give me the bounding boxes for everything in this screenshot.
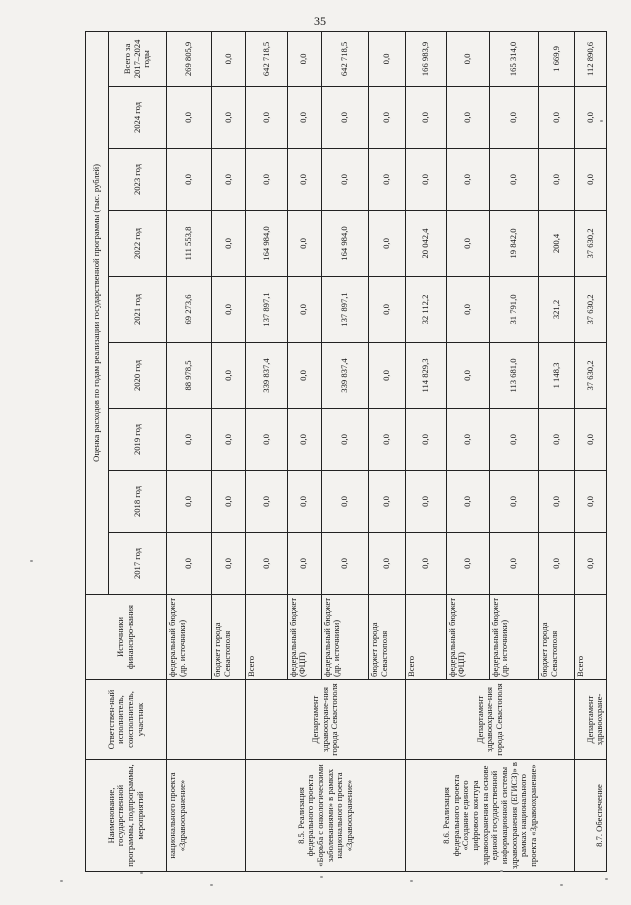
row-source: Всего [575,595,607,680]
cell-value: 321,2 [539,277,575,343]
header-year: 2019 год [108,409,167,471]
cell-value: 339 837,4 [321,343,368,409]
cell-value: 69 273,6 [167,277,212,343]
row-executor: Департамент здравоохране- [575,680,607,760]
cell-value: 0,0 [575,409,607,471]
cell-value: 0,0 [539,149,575,211]
cell-total: 0,0 [369,31,406,86]
cell-value: 114 829,3 [406,343,447,409]
table-row [167,31,212,871]
cell-value: 37 630,2 [575,211,607,277]
header-year: 2023 год [108,149,167,211]
cell-value: 0,0 [212,343,246,409]
scan-speck [500,870,503,872]
cell-value: 137 897,1 [321,277,368,343]
table-row [575,31,607,871]
cell-value: 0,0 [321,149,368,211]
header-name: Наименование, государственной программы, подпрограммы, мероприятий [86,760,167,872]
header-year-total: Всего за 2017–2024 годы [108,31,167,86]
cell-total: 1 669,9 [539,31,575,86]
cell-value: 19 842,0 [489,211,539,277]
cell-value: 0,0 [406,87,447,149]
cell-value: 0,0 [246,149,288,211]
cell-value: 0,0 [406,533,447,595]
budget-table [85,31,607,872]
cell-value: 0,0 [446,471,489,533]
page-number: 35 [314,14,326,28]
cell-value: 0,0 [167,409,212,471]
cell-value: 0,0 [575,471,607,533]
cell-value: 0,0 [446,277,489,343]
cell-value: 164 984,0 [246,211,288,277]
cell-total: 166 983,9 [406,31,447,86]
cell-value: 0,0 [212,211,246,277]
cell-value: 0,0 [369,149,406,211]
cell-value: 0,0 [212,409,246,471]
table-row [246,31,288,871]
cell-value: 0,0 [246,533,288,595]
cell-value: 0,0 [369,343,406,409]
cell-value: 0,0 [321,533,368,595]
row-source: Всего [246,595,288,680]
scan-speck [410,880,413,882]
cell-total: 165 314,0 [489,31,539,86]
scan-speck [560,884,563,886]
cell-value: 0,0 [369,533,406,595]
cell-value: 88 978,5 [167,343,212,409]
cell-value: 0,0 [287,87,321,149]
cell-value: 37 630,2 [575,277,607,343]
row-executor: Департамент здравоохране-ния города Севастополя [406,680,575,760]
cell-total: 642 718,5 [246,31,288,86]
cell-value: 0,0 [287,211,321,277]
cell-value: 0,0 [167,471,212,533]
table-row [406,31,447,871]
scan-speck [210,884,213,886]
cell-value: 0,0 [212,471,246,533]
cell-total: 0,0 [287,31,321,86]
cell-value: 0,0 [575,149,607,211]
cell-value: 137 897,1 [246,277,288,343]
cell-value: 164 984,0 [321,211,368,277]
cell-value: 0,0 [212,149,246,211]
cell-value: 0,0 [287,409,321,471]
header-source: Источники финансиро-вания [86,595,167,680]
table-body [167,31,607,871]
cell-value: 1 148,3 [539,343,575,409]
cell-value: 0,0 [446,87,489,149]
cell-value: 0,0 [446,343,489,409]
cell-value: 0,0 [246,87,288,149]
cell-total: 642 718,5 [321,31,368,86]
row-source: бюджет города Севастополя [212,595,246,680]
cell-value: 0,0 [287,471,321,533]
scan-speck [605,878,608,880]
cell-value: 0,0 [489,533,539,595]
row-name: 8.5. Реализация федерального проекта «Борьба с онкологическими заболеваниями» в рамках национального проекта «Здравоохранение» [246,760,406,872]
header-year: 2022 год [108,211,167,277]
cell-value: 0,0 [489,471,539,533]
cell-value: 0,0 [321,87,368,149]
cell-value: 0,0 [167,149,212,211]
cell-value: 37 630,2 [575,343,607,409]
row-executor: Департамент здравоохране-ния города Севастополя [246,680,406,760]
cell-value: 0,0 [246,409,288,471]
scan-speck [600,120,603,122]
cell-value: 0,0 [446,211,489,277]
scan-speck [320,876,323,878]
cell-value: 0,0 [446,409,489,471]
row-source: федеральный бюджет (др. источники) [489,595,539,680]
cell-value: 32 112,2 [406,277,447,343]
rotated-table-container [85,32,607,872]
cell-value: 0,0 [167,533,212,595]
cell-value: 0,0 [406,409,447,471]
row-name: 8.7. Обеспечение [575,760,607,872]
cell-value: 0,0 [369,471,406,533]
scan-speck [30,560,33,562]
header-year: 2024 год [108,87,167,149]
cell-value: 0,0 [369,409,406,471]
cell-value: 0,0 [321,409,368,471]
cell-value: 0,0 [287,343,321,409]
cell-value: 0,0 [246,471,288,533]
cell-value: 0,0 [575,533,607,595]
cell-value: 0,0 [446,149,489,211]
scan-speck [60,880,63,882]
row-source: федеральный бюджет (ФЦП) [287,595,321,680]
header-year: 2018 год [108,471,167,533]
cell-value: 0,0 [321,471,368,533]
cell-value: 0,0 [406,471,447,533]
row-source: федеральный бюджет (др. источники) [321,595,368,680]
scan-speck [140,872,143,874]
row-executor [167,680,246,760]
cell-value: 113 681,0 [489,343,539,409]
cell-value: 0,0 [539,471,575,533]
cell-value: 0,0 [287,277,321,343]
row-source: федеральный бюджет (др. источники) [167,595,212,680]
cell-total: 0,0 [446,31,489,86]
cell-value: 0,0 [369,211,406,277]
cell-value: 0,0 [575,87,607,149]
cell-total: 0,0 [212,31,246,86]
cell-value: 0,0 [212,277,246,343]
cell-value: 0,0 [539,533,575,595]
header-year: 2021 год [108,277,167,343]
cell-value: 0,0 [446,533,489,595]
cell-value: 0,0 [212,533,246,595]
cell-value: 339 837,4 [246,343,288,409]
row-name: национального проекта «Здравоохранение» [167,760,246,872]
cell-value: 0,0 [489,409,539,471]
row-source: федеральный бюджет (ФЦП) [446,595,489,680]
cell-value: 0,0 [287,149,321,211]
cell-value: 0,0 [539,409,575,471]
cell-value: 0,0 [406,149,447,211]
cell-value: 111 553,8 [167,211,212,277]
header-estimate: Оценка расходов по годам реализации государственной программы (тыс. рублей) [86,31,109,594]
cell-total: 269 805,9 [167,31,212,86]
header-year: 2017 год [108,533,167,595]
row-source: Всего [406,595,447,680]
cell-value: 31 791,0 [489,277,539,343]
header-year: 2020 год [108,343,167,409]
cell-value: 0,0 [489,149,539,211]
cell-value: 0,0 [489,87,539,149]
cell-value: 0,0 [212,87,246,149]
cell-value: 0,0 [369,277,406,343]
row-name: 8.6. Реализация федерального проекта «Создание единого цифрового контура здравоохранения на основе единой государственной информационной системы здравоохранения (ЕГИСЗ)» в рамках национального проекта «Здравоохранение» [406,760,575,872]
cell-value: 0,0 [539,87,575,149]
cell-value: 0,0 [167,87,212,149]
row-source: бюджет города Севастополя [369,595,406,680]
header-executor: Ответствен-ный исполнитель, соисполнитель, участник [86,680,167,760]
cell-total: 112 890,6 [575,31,607,86]
cell-value: 0,0 [287,533,321,595]
cell-value: 20 042,4 [406,211,447,277]
cell-value: 0,0 [369,87,406,149]
row-source: бюджет города Севастополя [539,595,575,680]
cell-value: 200,4 [539,211,575,277]
